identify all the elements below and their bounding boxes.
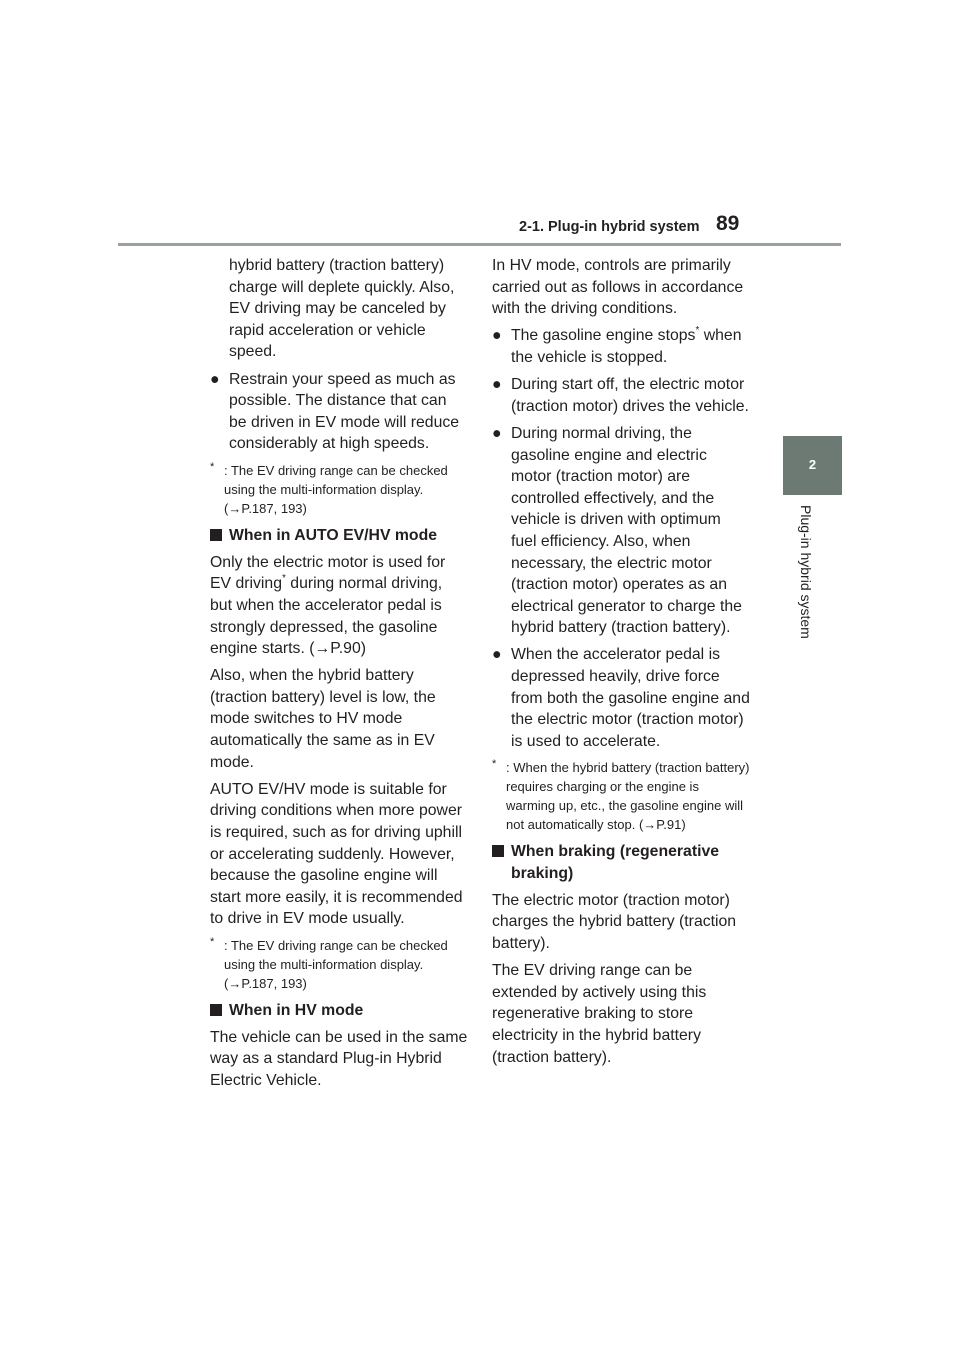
paragraph-text: during normal driving, but when the accelerator pedal is strongly depressed, the gasoline engine starts. (→P.90)	[210, 575, 443, 658]
bullet-text: When the accelerator pedal is depressed heavily, drive force from both the gasoline engine and the electric motor (traction motor) is used to accelerate.	[511, 646, 750, 750]
square-bullet-icon	[210, 529, 222, 541]
square-bullet-icon	[210, 1004, 222, 1016]
bullet-text: when the vehicle is stopped.	[511, 327, 742, 366]
chapter-label: Plug-in hybrid system	[798, 505, 814, 639]
chapter-number: 2	[808, 457, 817, 472]
bullet-accelerator	[492, 644, 750, 752]
heading-text: When in HV mode	[229, 1001, 364, 1019]
paragraph: Also, when the hybrid battery (traction battery) level is low, the mode switches to HV mode automatically the same as in EV mode.	[210, 667, 436, 771]
heading-auto-ev-hv	[210, 525, 468, 547]
bullet-normal-driving	[492, 423, 750, 639]
heading-braking	[492, 841, 750, 884]
asterisk-icon: *	[210, 460, 215, 473]
bullet-text: During start off, the electric motor (traction motor) drives the vehicle.	[511, 376, 749, 415]
bullet-start-off	[492, 374, 750, 417]
heading-text: When braking (regenerative braking)	[511, 843, 720, 882]
left-column	[210, 255, 468, 1097]
page-number: 89	[716, 212, 740, 235]
paragraph-text: Only the electric motor is used for EV driving	[210, 553, 446, 593]
paragraph: AUTO EV/HV mode is suitable for driving conditions when more power is required, such as for driving uphill or accelerating suddenly. However, because the gasoline engine will start more easily, it is recommended to drive in EV mode usually.	[210, 780, 463, 928]
bullet-text: The gasoline engine stops	[511, 327, 696, 345]
bullet-restrain-speed	[210, 369, 468, 455]
bullet-icon: ●	[492, 646, 502, 664]
footnote-text: : The EV driving range can be checked using the multi-information display. (→P.187, 193)	[224, 937, 448, 991]
footnote-text: : The EV driving range can be checked using the multi-information display. (→P.187, 193)	[224, 462, 448, 516]
paragraph: In HV mode, controls are primarily carried out as follows in accordance with the driving conditions.	[492, 257, 744, 318]
bullet-engine-stops	[492, 325, 750, 368]
heading-hv-mode	[210, 1000, 468, 1022]
heading-text: When in AUTO EV/HV mode	[229, 526, 438, 544]
asterisk-icon: *	[282, 573, 286, 585]
bullet-text: Restrain your speed as much as possible. The distance that can be driven in EV mode will reduce considerably at high speeds.	[229, 370, 460, 453]
bullet-icon: ●	[492, 424, 502, 442]
square-bullet-icon	[492, 845, 504, 857]
footnote	[492, 758, 750, 834]
asterisk-icon: *	[695, 325, 700, 337]
section-title: 2-1. Plug-in hybrid system	[519, 219, 700, 235]
paragraph: The EV driving range can be extended by actively using this regenerative braking to store electricity in the hybrid battery (traction battery).	[492, 962, 707, 1066]
chapter-tab	[783, 436, 842, 495]
bullet-icon: ●	[492, 376, 502, 394]
asterisk-icon: *	[492, 758, 497, 771]
header-rule	[118, 243, 841, 246]
paragraph: The vehicle can be used in the same way as a standard Plug-in Hybrid Electric Vehicle.	[210, 1028, 468, 1089]
paragraph: The electric motor (traction motor) charges the hybrid battery (traction battery).	[492, 891, 737, 952]
footnote	[210, 461, 468, 518]
paragraph	[210, 552, 468, 660]
bullet-icon: ●	[492, 327, 502, 345]
continued-text: hybrid battery (traction battery) charge will deplete quickly. Also, EV driving may be canceled by rapid acceleration or vehicle speed.	[229, 257, 455, 361]
bullet-icon: ●	[210, 370, 220, 388]
footnote-text: : When the hybrid battery (traction battery) requires charging or the engine is warming up, etc., the gasoline engine will not automatically stop. (→P.91)	[506, 760, 750, 833]
bullet-text: During normal driving, the gasoline engine and electric motor (traction motor) are controlled effectively, and the vehicle is driven with optimum fuel efficiency. Also, when necessary, the electric motor (traction motor) operates as an electrical generator to charge the hybrid battery (traction battery).	[511, 424, 742, 637]
right-column	[492, 255, 750, 1074]
asterisk-icon: *	[210, 935, 215, 948]
footnote	[210, 936, 468, 993]
